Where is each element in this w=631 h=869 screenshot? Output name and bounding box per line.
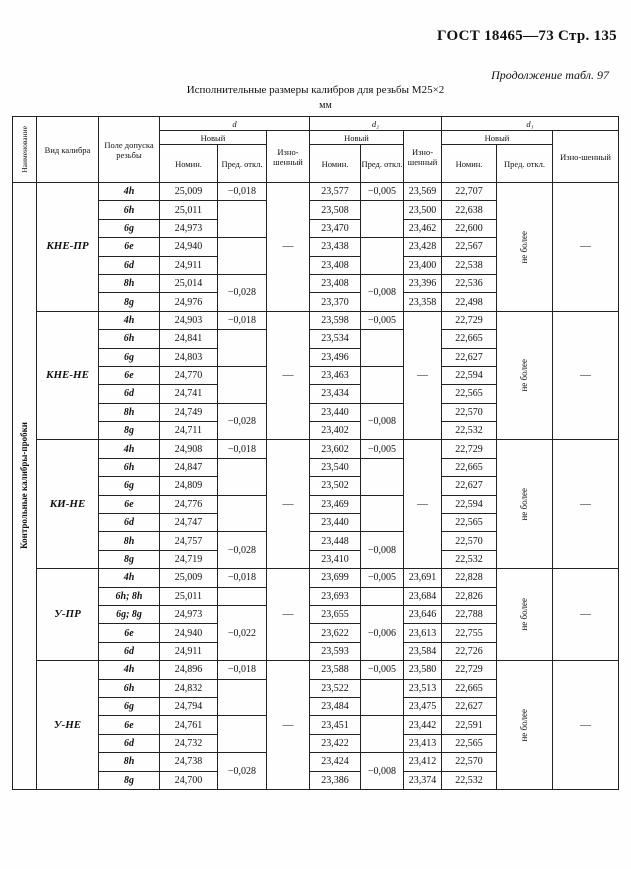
d-nominal: 25,011 (160, 201, 218, 219)
tolerance-field: 6h (99, 458, 160, 476)
d-deviation (218, 238, 267, 275)
d2-deviation (361, 238, 404, 275)
d1-nominal: 22,532 (442, 422, 497, 440)
d1-nominal: 22,498 (442, 293, 497, 311)
head-d2: d₂ (310, 117, 442, 131)
d1-worn: — (553, 440, 619, 569)
d1-nominal: 22,594 (442, 495, 497, 513)
d2-deviation (361, 495, 404, 532)
tolerance-field: 6e (99, 366, 160, 384)
tolerance-field: 4h (99, 440, 160, 458)
category-label (13, 183, 37, 790)
d2-nominal: 23,534 (310, 330, 361, 348)
d2-worn: — (404, 311, 442, 440)
d-nominal: 24,903 (160, 311, 218, 329)
d-nominal: 24,841 (160, 330, 218, 348)
d1-nominal: 22,532 (442, 550, 497, 568)
d2-worn: — (404, 440, 442, 569)
d1-nominal: 22,707 (442, 183, 497, 201)
d2-worn: 23,428 (404, 238, 442, 256)
tolerance-field: 8h (99, 274, 160, 292)
unit-label: мм (319, 100, 332, 111)
d2-deviation (361, 679, 404, 716)
d-nominal: 24,896 (160, 661, 218, 679)
head-d1-nomin: Номин. (442, 145, 497, 183)
tolerance-field: 6d (99, 256, 160, 274)
d1-nominal: 22,565 (442, 734, 497, 752)
d-deviation (218, 495, 267, 532)
d-deviation (218, 201, 267, 238)
d-nominal: 24,973 (160, 605, 218, 623)
not-more-label: не более (519, 230, 530, 264)
tolerance-field: 6e (99, 238, 160, 256)
d2-nominal: 23,402 (310, 422, 361, 440)
d1-nominal: 22,627 (442, 697, 497, 715)
d-nominal: 25,009 (160, 569, 218, 587)
tolerance-field: 6h (99, 201, 160, 219)
table-row (13, 569, 619, 587)
d-nominal: 24,940 (160, 238, 218, 256)
d2-nominal: 23,655 (310, 605, 361, 623)
head-d1-new: Новый (442, 131, 553, 145)
head-pole: Поле допуска резьбы (99, 117, 160, 183)
d2-worn: 23,500 (404, 201, 442, 219)
d2-worn: 23,442 (404, 716, 442, 734)
d-nominal: 24,847 (160, 458, 218, 476)
d1-deviation (497, 661, 553, 790)
d2-nominal: 23,540 (310, 458, 361, 476)
d1-deviation (497, 311, 553, 440)
calibre-type: КИ-НЕ (37, 440, 99, 569)
d2-deviation: −0,006 (361, 605, 404, 660)
d1-nominal: 22,665 (442, 458, 497, 476)
d-deviation: −0,028 (218, 753, 267, 790)
d1-nominal: 22,600 (442, 219, 497, 237)
d1-nominal: 22,570 (442, 532, 497, 550)
tolerance-field: 6d (99, 385, 160, 403)
head-d1-pred: Пред. откл. (497, 145, 553, 183)
d2-deviation (361, 458, 404, 495)
not-more-label: не более (519, 488, 530, 521)
d1-deviation (497, 440, 553, 569)
d1-nominal: 22,565 (442, 514, 497, 532)
d-deviation: −0,028 (218, 403, 267, 440)
d2-deviation (361, 330, 404, 367)
d2-nominal: 23,588 (310, 661, 361, 679)
d2-nominal: 23,370 (310, 293, 361, 311)
d-nominal: 24,711 (160, 422, 218, 440)
table-row (13, 311, 619, 329)
d2-deviation (361, 201, 404, 238)
d-deviation (218, 330, 267, 367)
tolerance-field: 6g (99, 697, 160, 715)
tolerance-field: 6h (99, 330, 160, 348)
table-continuation: Продолжение табл. 97 (491, 68, 609, 82)
not-more-label: не более (519, 708, 530, 742)
d2-deviation: −0,005 (361, 311, 404, 329)
d1-nominal: 22,538 (442, 256, 497, 274)
d-nominal: 24,757 (160, 532, 218, 550)
tolerance-field: 6e (99, 624, 160, 642)
table-row (13, 661, 619, 679)
head-d-new: Новый (160, 131, 267, 145)
head-d: d (160, 117, 310, 131)
d1-nominal: 22,729 (442, 440, 497, 458)
tolerance-field: 6d (99, 734, 160, 752)
tolerance-field: 6d (99, 642, 160, 660)
d-nominal: 24,976 (160, 293, 218, 311)
tolerance-field: 8h (99, 403, 160, 421)
d-nominal: 24,911 (160, 642, 218, 660)
d2-deviation: −0,008 (361, 274, 404, 311)
d-nominal: 24,770 (160, 366, 218, 384)
head-vid: Вид калибра (37, 117, 99, 183)
d2-nominal: 23,440 (310, 514, 361, 532)
d-deviation: −0,018 (218, 440, 267, 458)
d2-nominal: 23,438 (310, 238, 361, 256)
not-more-label: не более (519, 359, 530, 392)
tolerance-field: 8h (99, 532, 160, 550)
head-d-nomin: Номин. (160, 145, 218, 183)
tolerance-field: 6e (99, 716, 160, 734)
d-nominal: 24,700 (160, 771, 218, 789)
d2-nominal: 23,448 (310, 532, 361, 550)
head-d1-izno: Изно-шенный (553, 131, 619, 183)
d2-worn: 23,513 (404, 679, 442, 697)
page-header: ГОСТ 18465—73 Стр. 135 (437, 28, 617, 44)
d-deviation (218, 716, 267, 753)
head-d-izno: Изно-шенный (267, 131, 310, 183)
d2-nominal: 23,424 (310, 753, 361, 771)
d2-worn: 23,569 (404, 183, 442, 201)
tolerance-field: 6g (99, 219, 160, 237)
d1-deviation (497, 569, 553, 661)
d2-deviation (361, 716, 404, 753)
d2-worn: 23,646 (404, 605, 442, 623)
tolerance-field: 8g (99, 293, 160, 311)
d2-nominal: 23,386 (310, 771, 361, 789)
d2-worn: 23,412 (404, 753, 442, 771)
d2-worn: 23,475 (404, 697, 442, 715)
d-nominal: 24,747 (160, 514, 218, 532)
d1-nominal: 22,565 (442, 385, 497, 403)
d-deviation (218, 458, 267, 495)
tolerance-field: 6h; 8h (99, 587, 160, 605)
d1-nominal: 22,729 (442, 311, 497, 329)
d-worn: — (267, 661, 310, 790)
d1-nominal: 22,536 (442, 274, 497, 292)
d2-worn: 23,413 (404, 734, 442, 752)
tolerance-field: 4h (99, 311, 160, 329)
d1-deviation (497, 183, 553, 312)
d-deviation (218, 366, 267, 403)
d2-deviation: −0,008 (361, 753, 404, 790)
d2-deviation (361, 366, 404, 403)
tolerance-field: 4h (99, 183, 160, 201)
tolerance-field: 8g (99, 422, 160, 440)
tolerance-field: 6d (99, 514, 160, 532)
head-d1: d₁ (442, 117, 619, 131)
d2-deviation: −0,005 (361, 569, 404, 587)
d-nominal: 24,776 (160, 495, 218, 513)
head-d2-new: Новый (310, 131, 404, 145)
tolerance-field: 6h (99, 679, 160, 697)
d2-worn: 23,584 (404, 642, 442, 660)
d-nominal: 24,794 (160, 697, 218, 715)
d2-nominal: 23,522 (310, 679, 361, 697)
head-d2-pred: Пред. откл. (361, 145, 404, 183)
d-worn: — (267, 311, 310, 440)
table-body (13, 183, 619, 790)
tolerance-field: 6g (99, 477, 160, 495)
calibre-type: У-ПР (37, 569, 99, 661)
d2-worn: 23,613 (404, 624, 442, 642)
d1-worn: — (553, 311, 619, 440)
head-naim: Наименование (13, 117, 37, 183)
d-nominal: 24,761 (160, 716, 218, 734)
d2-nominal: 23,577 (310, 183, 361, 201)
d-deviation: −0,018 (218, 661, 267, 679)
d-worn: — (267, 569, 310, 661)
not-more-label: не более (519, 598, 530, 631)
table-head (13, 117, 619, 183)
d-worn: — (267, 183, 310, 312)
d2-worn: 23,374 (404, 771, 442, 789)
d2-nominal: 23,622 (310, 624, 361, 642)
d1-nominal: 22,665 (442, 679, 497, 697)
d2-nominal: 23,469 (310, 495, 361, 513)
tolerance-field: 8h (99, 753, 160, 771)
d1-nominal: 22,665 (442, 330, 497, 348)
d-deviation (218, 587, 267, 605)
d2-nominal: 23,408 (310, 274, 361, 292)
d-nominal: 24,911 (160, 256, 218, 274)
d2-nominal: 23,440 (310, 403, 361, 421)
d-nominal: 24,719 (160, 550, 218, 568)
d2-deviation: −0,008 (361, 532, 404, 569)
d2-deviation (361, 587, 404, 605)
d1-worn: — (553, 183, 619, 312)
table-row (13, 440, 619, 458)
calibre-table (12, 116, 619, 790)
d2-nominal: 23,502 (310, 477, 361, 495)
d2-deviation: −0,008 (361, 403, 404, 440)
calibre-type: КНЕ-НЕ (37, 311, 99, 440)
calibre-type: КНЕ-ПР (37, 183, 99, 312)
tolerance-field: 6e (99, 495, 160, 513)
tolerance-field: 4h (99, 569, 160, 587)
d-deviation: −0,018 (218, 183, 267, 201)
d-nominal: 24,741 (160, 385, 218, 403)
d-nominal: 25,014 (160, 274, 218, 292)
d1-nominal: 22,638 (442, 201, 497, 219)
d-nominal: 24,908 (160, 440, 218, 458)
d-worn: — (267, 440, 310, 569)
d-nominal: 24,832 (160, 679, 218, 697)
d2-nominal: 23,496 (310, 348, 361, 366)
d2-deviation: −0,005 (361, 440, 404, 458)
calibre-type: У-НЕ (37, 661, 99, 790)
d1-nominal: 22,729 (442, 661, 497, 679)
d2-nominal: 23,693 (310, 587, 361, 605)
d2-worn: 23,691 (404, 569, 442, 587)
d2-worn: 23,684 (404, 587, 442, 605)
d1-nominal: 22,570 (442, 403, 497, 421)
tolerance-field: 4h (99, 661, 160, 679)
d2-nominal: 23,699 (310, 569, 361, 587)
d1-nominal: 22,788 (442, 605, 497, 623)
d1-worn: — (553, 661, 619, 790)
d1-worn: — (553, 569, 619, 661)
table-caption: Исполнительные размеры калибров для резьбы M25×2 (186, 84, 445, 96)
d-nominal: 24,749 (160, 403, 218, 421)
d-nominal: 24,738 (160, 753, 218, 771)
d2-nominal: 23,422 (310, 734, 361, 752)
d2-nominal: 23,408 (310, 256, 361, 274)
d1-nominal: 22,828 (442, 569, 497, 587)
d1-nominal: 22,567 (442, 238, 497, 256)
d-deviation: −0,018 (218, 311, 267, 329)
d1-nominal: 22,591 (442, 716, 497, 734)
d2-worn: 23,396 (404, 274, 442, 292)
d2-nominal: 23,434 (310, 385, 361, 403)
d-deviation: −0,028 (218, 274, 267, 311)
d2-worn: 23,580 (404, 661, 442, 679)
d1-nominal: 22,826 (442, 587, 497, 605)
d2-nominal: 23,451 (310, 716, 361, 734)
category-text: Контрольные калибры-пробки (19, 422, 29, 550)
d2-deviation: −0,005 (361, 183, 404, 201)
d1-nominal: 22,726 (442, 642, 497, 660)
d1-nominal: 22,627 (442, 477, 497, 495)
d1-nominal: 22,627 (442, 348, 497, 366)
d-deviation: −0,028 (218, 532, 267, 569)
tolerance-field: 8g (99, 550, 160, 568)
d2-worn: 23,358 (404, 293, 442, 311)
d-deviation: −0,022 (218, 605, 267, 660)
d1-nominal: 22,594 (442, 366, 497, 384)
tolerance-field: 8g (99, 771, 160, 789)
tolerance-field: 6g (99, 348, 160, 366)
d1-nominal: 22,570 (442, 753, 497, 771)
head-d2-nomin: Номин. (310, 145, 361, 183)
d2-nominal: 23,593 (310, 642, 361, 660)
d-nominal: 24,973 (160, 219, 218, 237)
d1-nominal: 22,532 (442, 771, 497, 789)
d2-nominal: 23,508 (310, 201, 361, 219)
d2-nominal: 23,602 (310, 440, 361, 458)
d2-nominal: 23,598 (310, 311, 361, 329)
d2-nominal: 23,484 (310, 697, 361, 715)
d2-worn: 23,400 (404, 256, 442, 274)
d-deviation: −0,018 (218, 569, 267, 587)
d1-nominal: 22,755 (442, 624, 497, 642)
tolerance-field: 6g; 8g (99, 605, 160, 623)
d-nominal: 25,009 (160, 183, 218, 201)
d-nominal: 24,732 (160, 734, 218, 752)
d2-worn: 23,462 (404, 219, 442, 237)
d-nominal: 24,809 (160, 477, 218, 495)
head-d2-izno: Изно-шенный (404, 131, 442, 183)
d2-deviation: −0,005 (361, 661, 404, 679)
table-row (13, 183, 619, 201)
d2-nominal: 23,463 (310, 366, 361, 384)
d-nominal: 24,940 (160, 624, 218, 642)
d-nominal: 24,803 (160, 348, 218, 366)
d2-nominal: 23,470 (310, 219, 361, 237)
head-d-pred: Пред. откл. (218, 145, 267, 183)
d-nominal: 25,011 (160, 587, 218, 605)
d2-nominal: 23,410 (310, 550, 361, 568)
d-deviation (218, 679, 267, 716)
